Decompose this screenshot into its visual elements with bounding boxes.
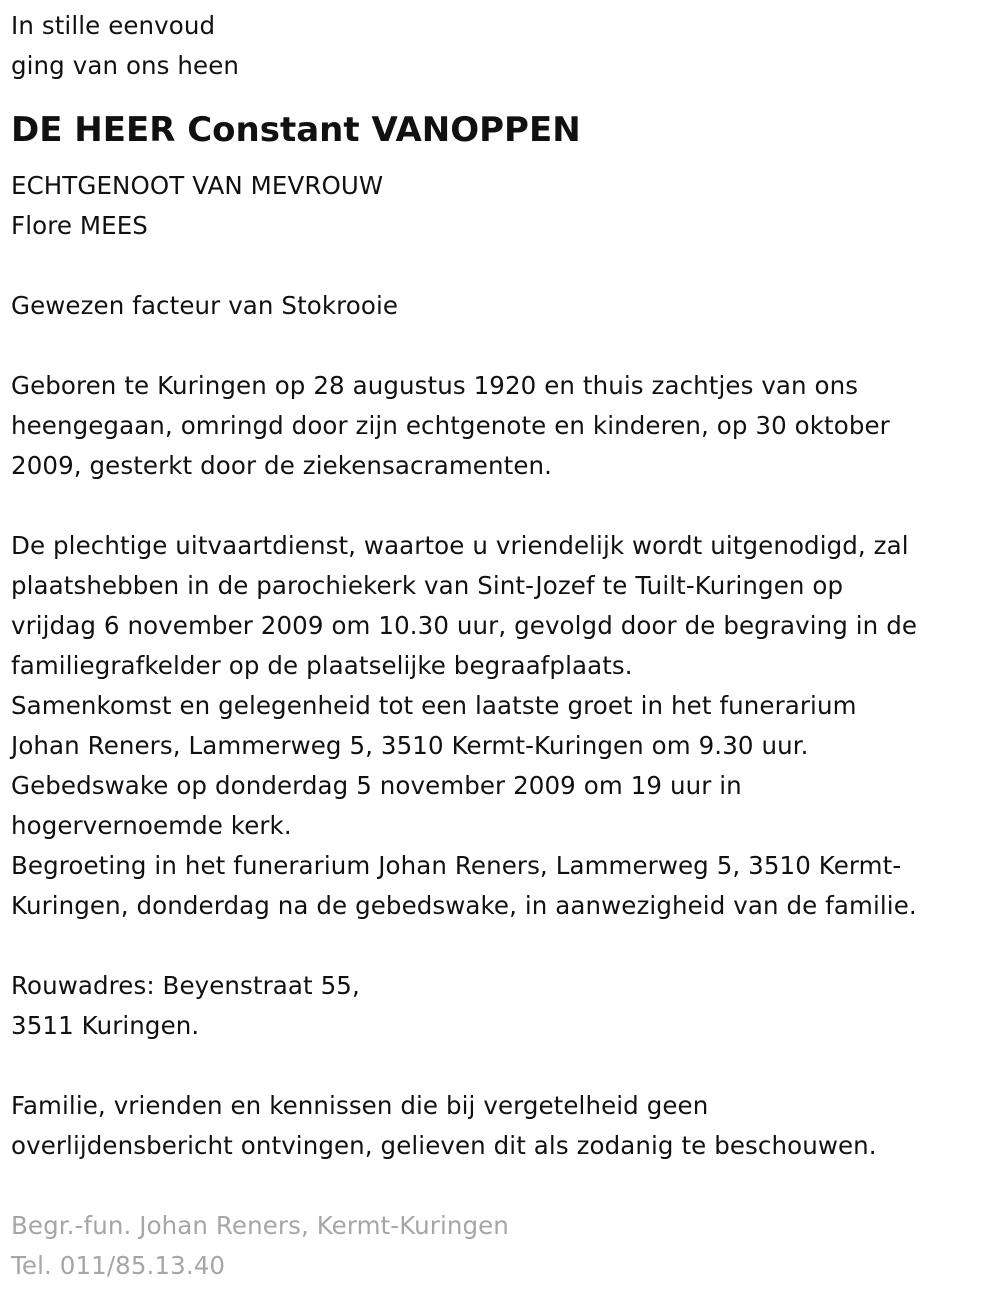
spouse-name: Flore MEES — [11, 211, 148, 240]
spacer — [11, 486, 991, 526]
mourning-address — [11, 966, 991, 1046]
paragraph-line: familiegrafkelder op de plaatselijke begraafplaats. — [11, 651, 633, 680]
spouse-block — [11, 166, 991, 246]
spacer — [11, 1166, 991, 1206]
paragraph-line: overlijdensbericht ontvingen, gelieven dit als zodanig te beschouwen. — [11, 1131, 877, 1160]
paragraph-line: vrijdag 6 november 2009 om 10.30 uur, gevolgd door de begraving in de — [11, 611, 918, 640]
paragraph-line: heengegaan, omringd door zijn echtgenote en kinderen, op 30 oktober — [11, 411, 890, 440]
birth-death-paragraph — [11, 366, 991, 486]
address-line: 3511 Kuringen. — [11, 1011, 200, 1040]
funeral-home-footer — [11, 1206, 991, 1286]
paragraph-line: Familie, vrienden en kennissen die bij vergetelheid geen — [11, 1091, 709, 1120]
spacer — [11, 326, 991, 366]
funeral-paragraph — [11, 526, 991, 926]
paragraph-line: Kuringen, donderdag na de gebedswake, in aanwezigheid van de familie. — [11, 891, 917, 920]
obituary-notice — [11, 6, 991, 1286]
notice-paragraph — [11, 1086, 991, 1166]
paragraph-line: Johan Reners, Lammerweg 5, 3510 Kermt-Kuringen om 9.30 uur. — [11, 731, 809, 760]
funeral-home-phone: Tel. 011/85.13.40 — [11, 1251, 226, 1280]
address-line: Rouwadres: Beyenstraat 55, — [11, 971, 360, 1000]
paragraph-line: plaatshebben in de parochiekerk van Sint-Jozef te Tuilt-Kuringen op — [11, 571, 844, 600]
spouse-label: ECHTGENOOT VAN MEVROUW — [11, 171, 384, 200]
intro-block — [11, 6, 991, 86]
intro-line: In stille eenvoud — [11, 11, 216, 40]
paragraph-line: Begroeting in het funerarium Johan Reners, Lammerweg 5, 3510 Kermt- — [11, 851, 902, 880]
paragraph-line: hogervernoemde kerk. — [11, 811, 292, 840]
paragraph-line: Samenkomst en gelegenheid tot een laatste groet in het funerarium — [11, 691, 857, 720]
paragraph-line: Geboren te Kuringen op 28 augustus 1920 en thuis zachtjes van ons — [11, 371, 859, 400]
funeral-home-name: Begr.-fun. Johan Reners, Kermt-Kuringen — [11, 1211, 509, 1240]
spacer — [11, 1046, 991, 1086]
deceased-name: DE HEER Constant VANOPPEN — [11, 110, 581, 150]
paragraph-line: De plechtige uitvaartdienst, waartoe u vriendelijk wordt uitgenodigd, zal — [11, 531, 909, 560]
paragraph-line: Gebedswake op donderdag 5 november 2009 om 19 uur in — [11, 771, 742, 800]
spacer — [11, 246, 991, 286]
paragraph-line: 2009, gesterkt door de ziekensacramenten. — [11, 451, 553, 480]
intro-line: ging van ons heen — [11, 51, 240, 80]
spacer — [11, 926, 991, 966]
occupation: Gewezen facteur van Stokrooie — [11, 291, 399, 320]
